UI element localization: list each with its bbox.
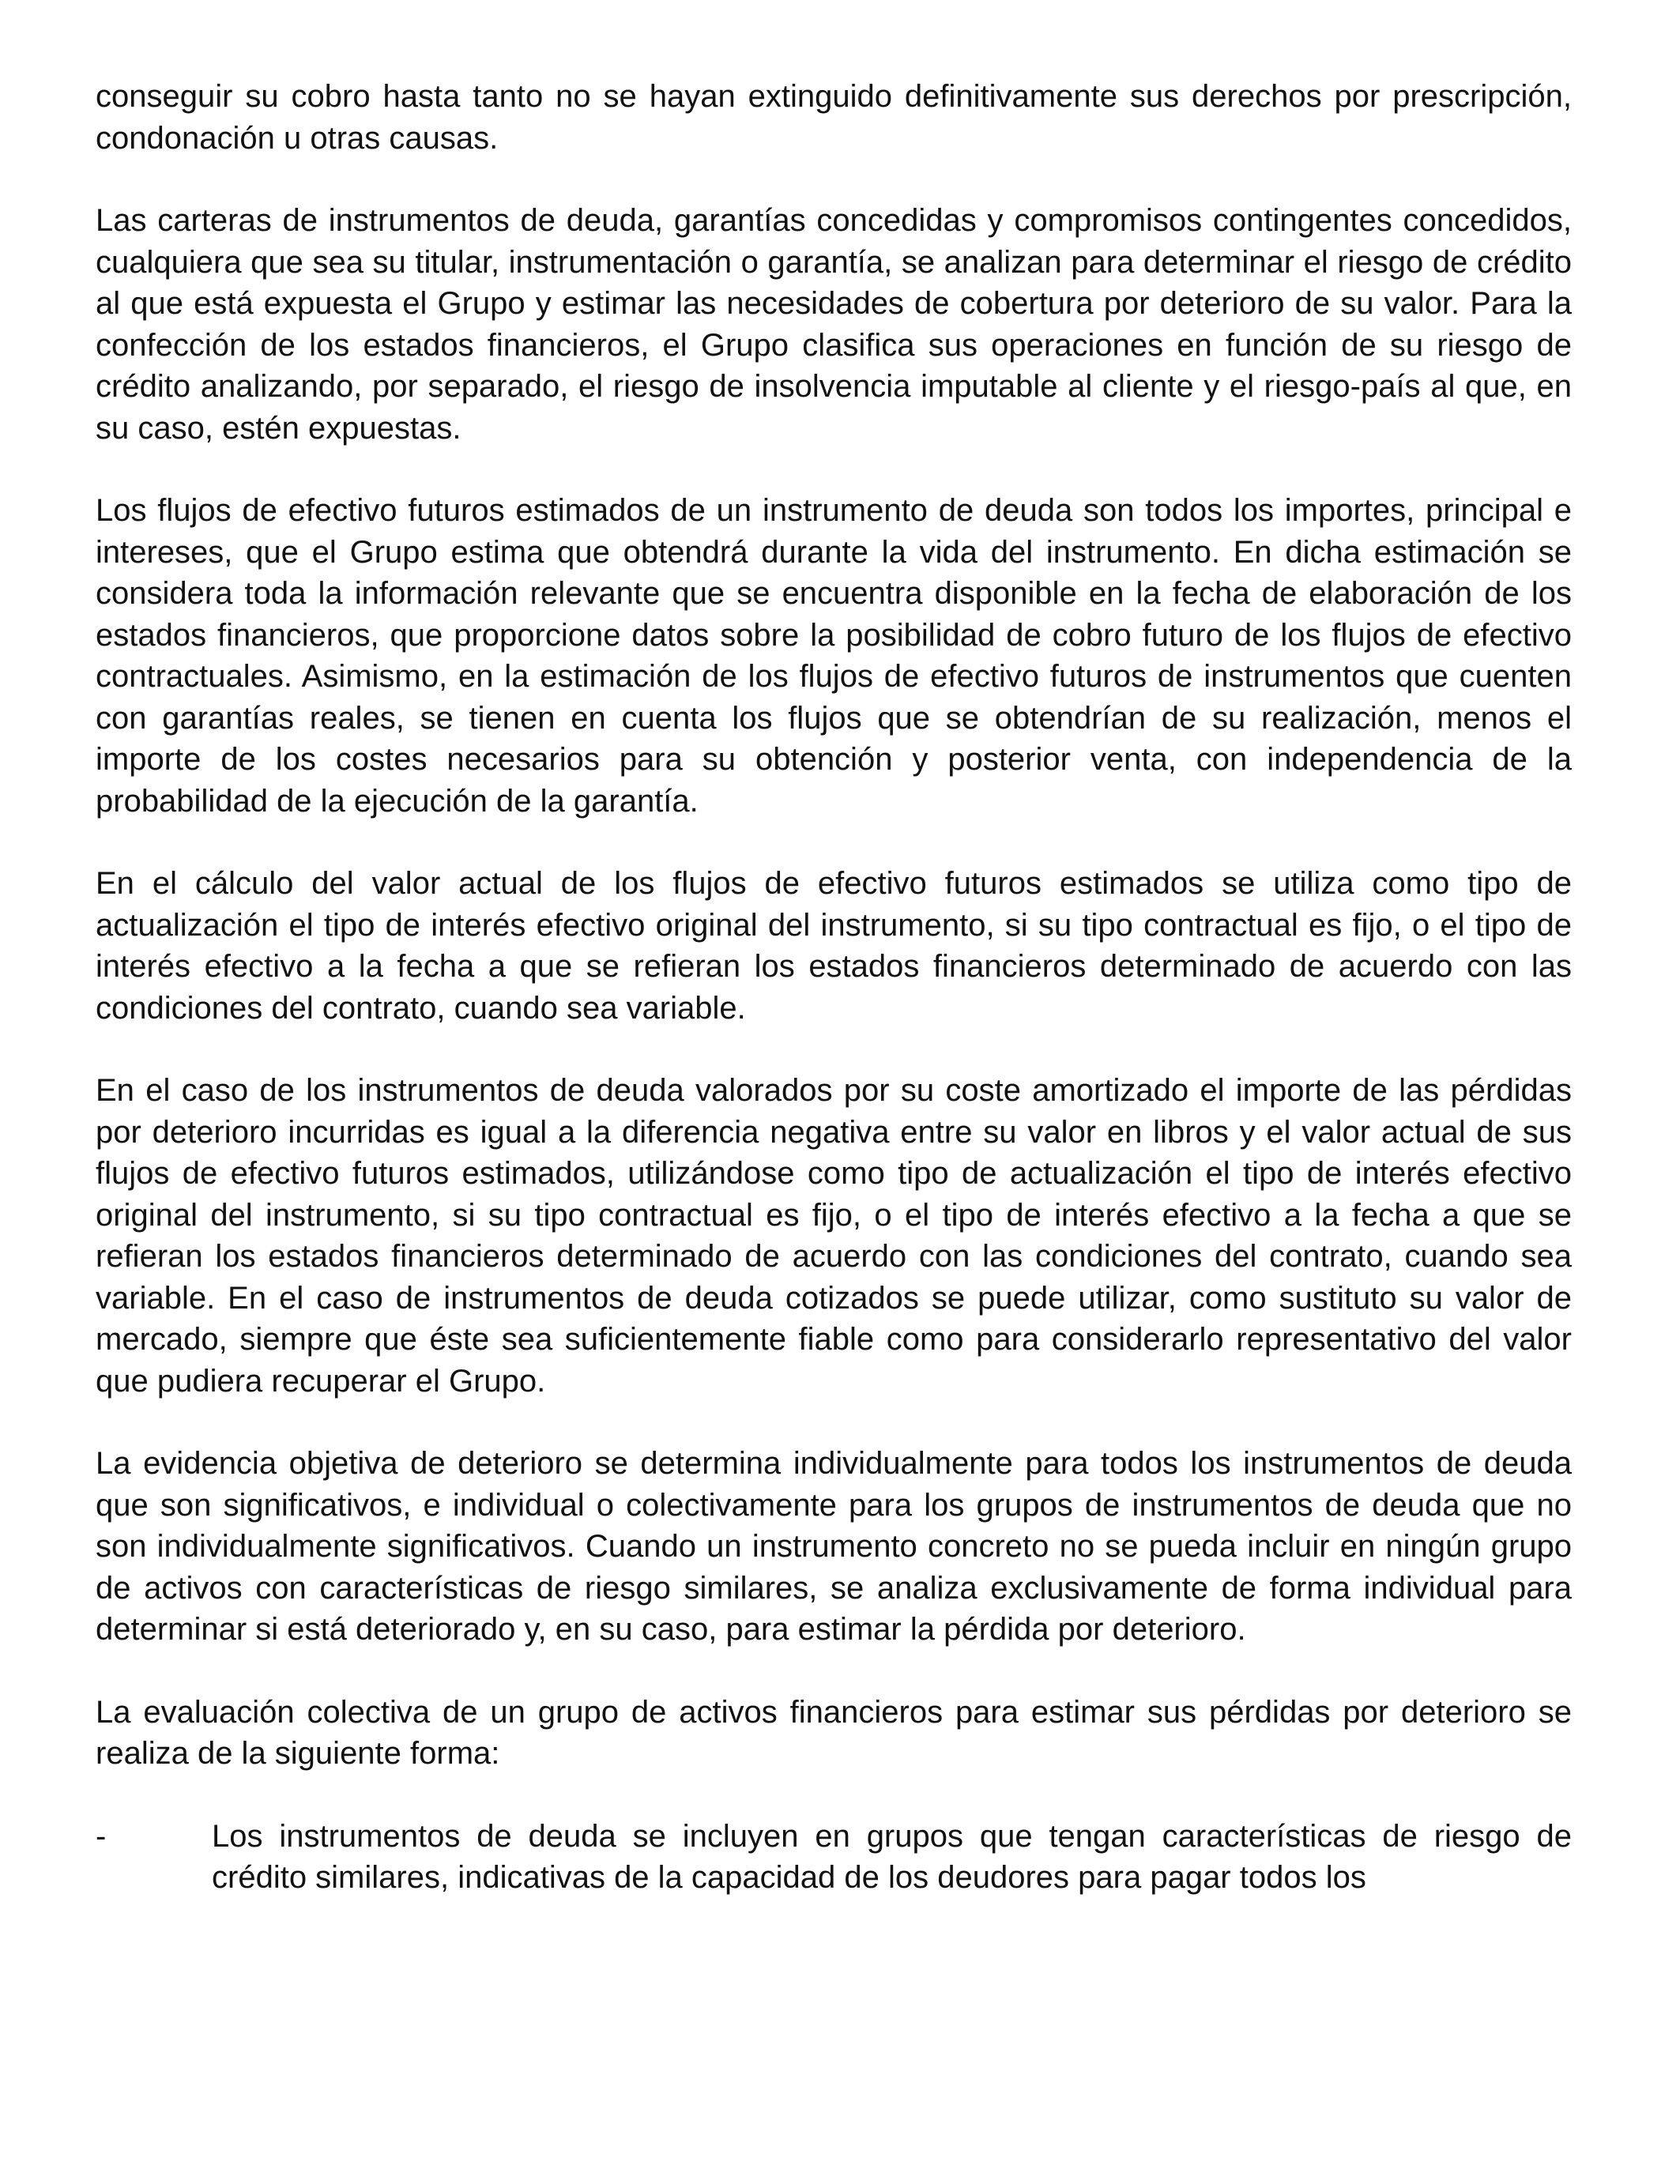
paragraph-3: Los flujos de efectivo futuros estimados de un instrumento de deuda son todos los importes, principal e intereses, que el Grupo estima que obtendrá durante la vida del instrumento. En dicha estimación se considera toda la información relevante que se encuentra disponible en la fecha de elaboración de los estados financieros, que proporcione datos sobre la posibilidad de cobro futuro de los flujos de efectivo contractuales. Asimismo, en la estimación de los flujos de efectivo futuros de instrumentos que cuenten con garantías reales, se tienen en cuenta los flujos que se obtendrían de su realización, menos el importe de los costes necesarios para su obtención y posterior venta, con independencia de la probabilidad de la ejecución de la garantía. (96, 493, 1572, 819)
document-page (96, 76, 1572, 1899)
paragraph-4: En el cálculo del valor actual de los flujos de efectivo futuros estimados se utiliza como tipo de actualización el tipo de interés efectivo original del instrumento, si su tipo contractual es fijo, o el tipo de interés efectivo a la fecha a que se refieran los estados financieros determinado de acuerdo con las condiciones del contrato, cuando sea variable. (96, 866, 1572, 1026)
paragraph-1: conseguir su cobro hasta tanto no se hayan extinguido definitivamente sus derechos por prescripción, condonación u otras causas. (96, 79, 1572, 156)
paragraph-2: Las carteras de instrumentos de deuda, garantías concedidas y compromisos contingentes concedidos, cualquiera que sea su titular, instrumentación o garantía, se analizan para determinar el riesgo de crédito al que está expuesta el Grupo y estimar las necesidades de cobertura por deterioro de su valor. Para la confección de los estados financieros, el Grupo clasifica sus operaciones en función de su riesgo de crédito analizando, por separado, el riesgo de insolvencia imputable al cliente y el riesgo-país al que, en su caso, estén expuestas. (96, 203, 1572, 446)
bullet-marker: - (96, 1818, 107, 1854)
paragraph-5: En el caso de los instrumentos de deuda valorados por su coste amortizado el importe de las pérdidas por deterioro incurridas es igual a la diferencia negativa entre su valor en libros y el valor actual de sus flujos de efectivo futuros estimados, utilizándose como tipo de actualización el tipo de interés efectivo original del instrumento, si su tipo contractual es fijo, o el tipo de interés efectivo a la fecha a que se refieran los estados financieros determinado de acuerdo con las condiciones del contrato, cuando sea variable. En el caso de instrumentos de deuda cotizados se puede utilizar, como sustituto su valor de mercado, siempre que éste sea suficientemente fiable como para considerarlo representativo del valor que pudiera recuperar el Grupo. (96, 1073, 1572, 1399)
paragraph-6: La evidencia objetiva de deterioro se determina individualmente para todos los instrumentos de deuda que son significativos, e individual o colectivamente para los grupos de instrumentos de deuda que no son individualmente significativos. Cuando un instrumento concreto no se pueda incluir en ningún grupo de activos con características de riesgo similares, se analiza exclusivamente de forma individual para determinar si está deteriorado y, en su caso, para estimar la pérdida por deterioro. (96, 1446, 1572, 1647)
bullet-text: Los instrumentos de deuda se incluyen en grupos que tengan características de riesgo de crédito similares, indicativas de la capacidad de los deudores para pagar todos los (212, 1818, 1572, 1895)
paragraph-7: La evaluación colectiva de un grupo de activos financieros para estimar sus pérdidas por deterioro se realiza de la siguiente forma: (96, 1694, 1572, 1771)
bullet-item (96, 1816, 1572, 1899)
